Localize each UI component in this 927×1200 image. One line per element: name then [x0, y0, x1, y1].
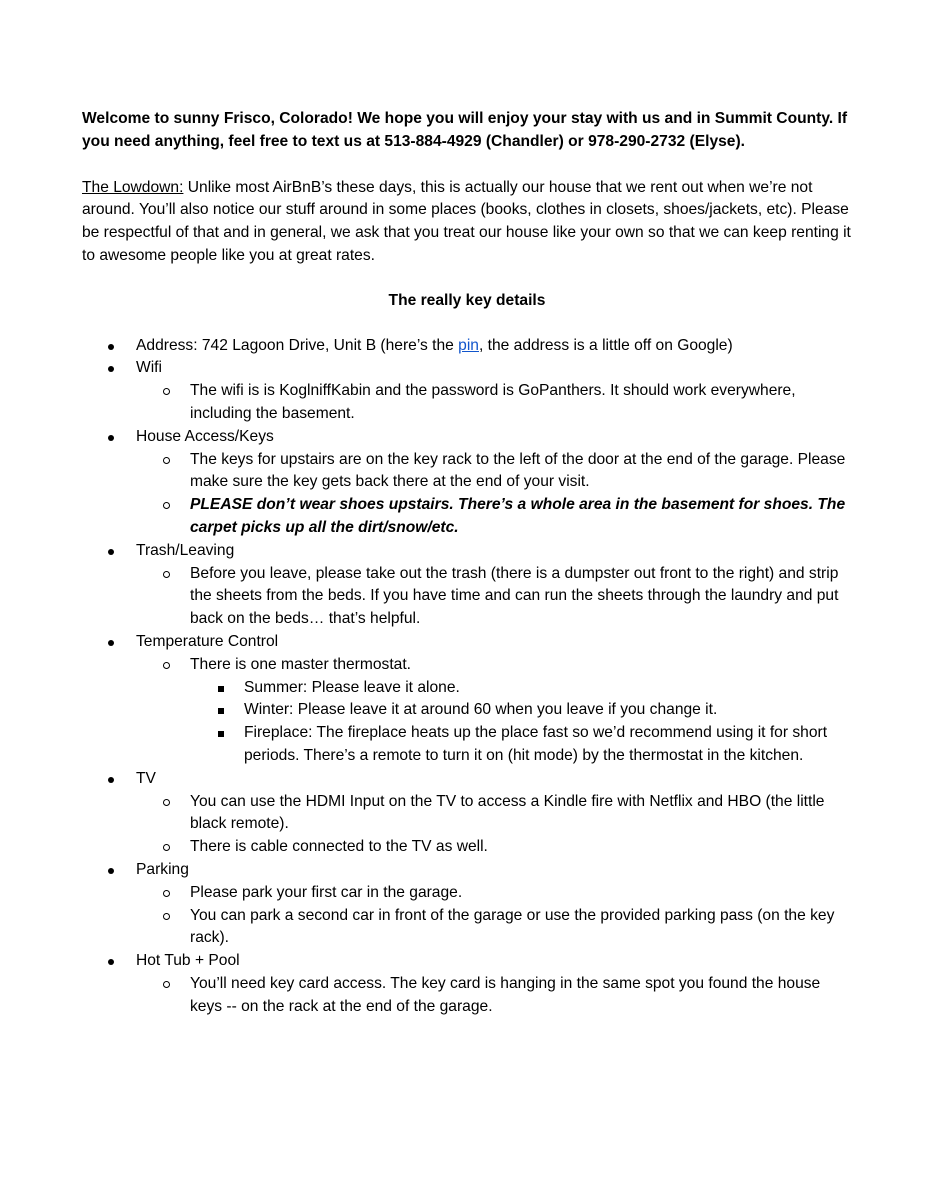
hollow-bullet-icon — [163, 563, 183, 586]
hollow-bullet-icon — [163, 882, 183, 905]
list-item — [190, 677, 852, 700]
temperature-subsublist — [190, 677, 852, 768]
bullet-icon — [108, 357, 128, 380]
section-heading: The really key details — [388, 291, 546, 309]
parking-title: Parking — [136, 860, 189, 878]
bullet-icon — [108, 335, 128, 358]
list-item-parking — [82, 859, 852, 950]
bullet-icon — [108, 631, 128, 654]
list-item — [136, 905, 852, 951]
hollow-bullet-icon — [163, 836, 183, 859]
address-before: Address: 742 Lagoon Drive, Unit B (here’s the — [136, 336, 459, 354]
wifi-title: Wifi — [136, 359, 162, 377]
access-title: House Access/Keys — [136, 427, 274, 445]
second-car-detail: You can park a second car in front of the garage or use the provided parking pass (on the key rack). — [190, 906, 835, 947]
hollow-bullet-icon — [163, 973, 183, 996]
keycard-detail: You’ll need key card access. The key card is hanging in the same spot you found the house keys -- on the rack at the end of the garage. — [190, 974, 821, 1015]
bullet-icon — [108, 768, 128, 791]
thermostat-detail: There is one master thermostat. — [190, 655, 412, 673]
shoes-warning: PLEASE don’t wear shoes upstairs. There’s a whole area in the basement for shoes. The carpet picks up all the dirt/snow/etc. — [190, 496, 846, 536]
hollow-bullet-icon — [163, 494, 183, 517]
list-item — [136, 380, 852, 426]
list-item — [136, 882, 852, 905]
square-bullet-icon — [218, 722, 238, 745]
list-item-tv — [82, 768, 852, 859]
bullet-icon — [108, 950, 128, 973]
list-item-wifi — [82, 357, 852, 425]
bullet-icon — [108, 540, 128, 563]
trash-title: Trash/Leaving — [136, 541, 235, 559]
hottub-title: Hot Tub + Pool — [136, 952, 240, 970]
bullet-icon — [108, 859, 128, 882]
tv-sublist — [136, 791, 852, 859]
lowdown-label: The Lowdown: — [82, 178, 184, 196]
winter-detail: Winter: Please leave it at around 60 when you leave if you change it. — [244, 701, 718, 719]
lowdown-paragraph — [82, 177, 852, 268]
list-item — [136, 836, 852, 859]
list-item-hottub — [82, 950, 852, 1018]
intro-paragraph: Welcome to sunny Frisco, Colorado! We hope you will enjoy your stay with us and in Summit County. If you need anything, feel free to text us at 513-884-4929 (Chandler) or 978-290-2732 (Elyse). — [82, 110, 848, 150]
list-item-address — [82, 335, 852, 358]
trash-sublist — [136, 563, 852, 631]
list-item — [136, 494, 852, 540]
wifi-sublist — [136, 380, 852, 426]
hottub-sublist — [136, 973, 852, 1019]
list-item — [136, 654, 852, 768]
hollow-bullet-icon — [163, 905, 183, 928]
list-item-temperature — [82, 631, 852, 768]
list-item — [136, 791, 852, 837]
list-item — [190, 722, 852, 768]
list-item — [190, 699, 852, 722]
bullet-icon — [108, 426, 128, 449]
cable-detail: There is cable connected to the TV as well. — [190, 838, 488, 856]
hollow-bullet-icon — [163, 380, 183, 403]
hdmi-detail: You can use the HDMI Input on the TV to access a Kindle fire with Netflix and HBO (the little black remote). — [190, 792, 825, 833]
hollow-bullet-icon — [163, 791, 183, 814]
lowdown-text: Unlike most AirBnB’s these days, this is actually our house that we rent out when we’re not around. You’ll also notice our stuff around in some places (books, clothes in closets, shoes/jackets, etc). Please be respectful of that and in general, we ask that you treat our house like your own so that we can keep renting it to awesome people like you at great rates. — [82, 178, 851, 264]
fireplace-detail: Fireplace: The fireplace heats up the place fast so we’d recommend using it for short periods. There’s a remote to turn it on (hit mode) by the thermostat in the kitchen. — [244, 724, 828, 764]
garage-detail: Please park your first car in the garage. — [190, 883, 463, 901]
hollow-bullet-icon — [163, 654, 183, 677]
square-bullet-icon — [218, 699, 238, 722]
square-bullet-icon — [218, 677, 238, 700]
temperature-title: Temperature Control — [136, 632, 279, 650]
parking-sublist — [136, 882, 852, 950]
document-page — [82, 108, 852, 1018]
summer-detail: Summer: Please leave it alone. — [244, 678, 460, 696]
temperature-sublist — [136, 654, 852, 768]
list-item — [136, 449, 852, 495]
list-item — [136, 973, 852, 1019]
list-item-trash — [82, 540, 852, 631]
list-item-access — [82, 426, 852, 540]
details-list — [82, 335, 852, 1019]
trash-detail: Before you leave, please take out the trash (there is a dumpster out front to the right) and strip the sheets from the beds. If you have time and can run the sheets through the laundry and put back on the beds… that’s helpful. — [190, 564, 839, 628]
wifi-detail: The wifi is is KoglniffKabin and the password is GoPanthers. It should work everywhere, including the basement. — [190, 382, 796, 422]
address-after: , the address is a little off on Google) — [478, 336, 733, 354]
access-sublist — [136, 449, 852, 540]
hollow-bullet-icon — [163, 449, 183, 472]
pin-link[interactable]: pin — [458, 336, 479, 354]
list-item — [136, 563, 852, 631]
tv-title: TV — [136, 769, 156, 787]
keys-detail: The keys for upstairs are on the key rack to the left of the door at the end of the garage. Please make sure the key gets back there at the end of your visit. — [190, 450, 846, 491]
